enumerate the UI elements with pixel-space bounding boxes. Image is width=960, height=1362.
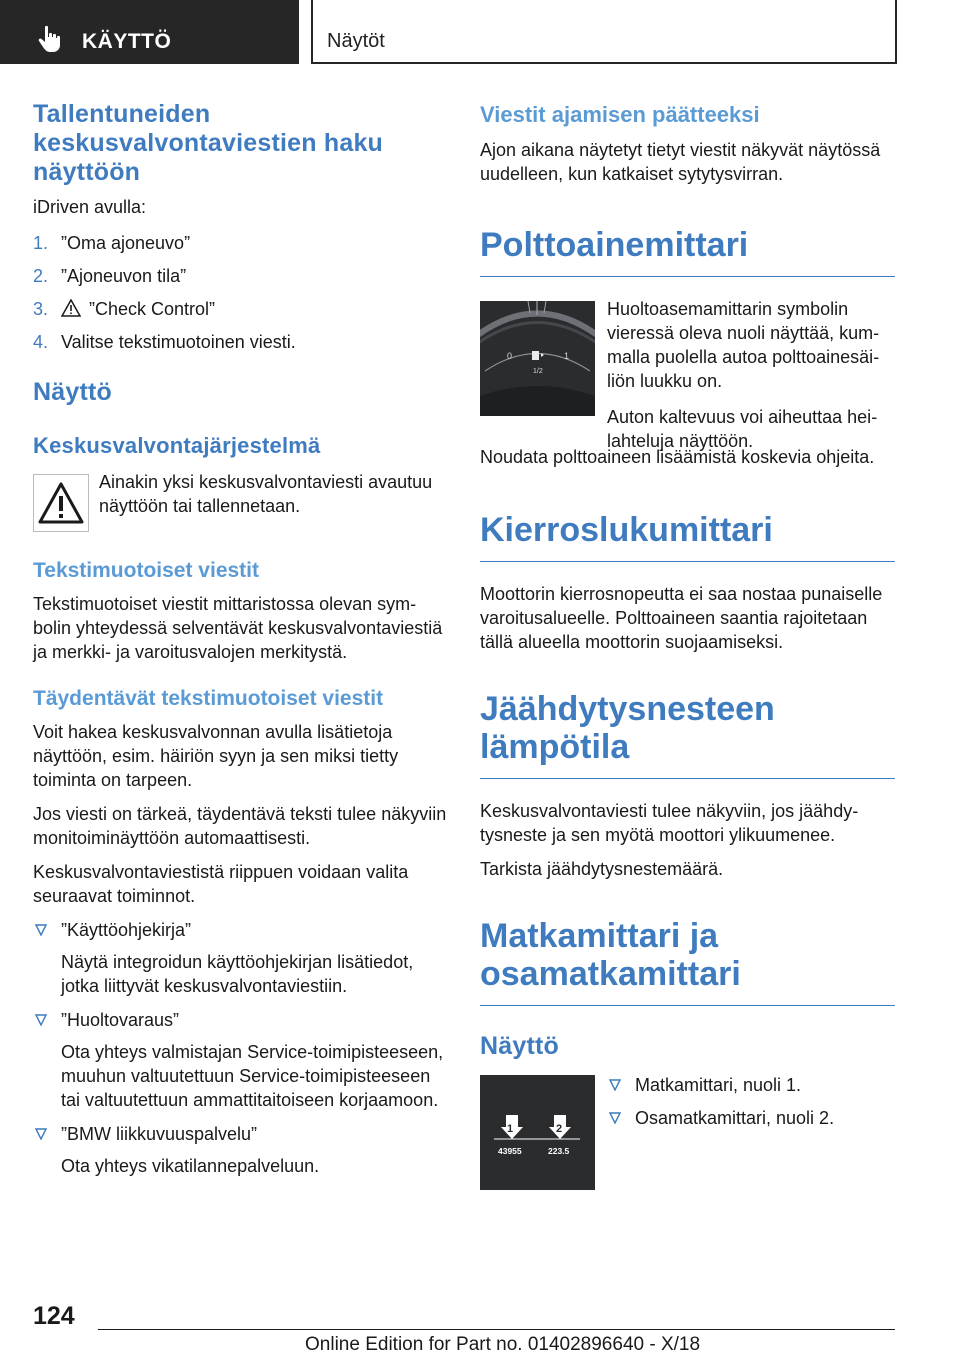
fuel-text-1: Huoltoasemamittarin symbolin vieressä oleva nuoli näyttää, kummalla puolella autoa polttoainesäiliön luukku on. [607,299,880,391]
options-list [33,918,448,1178]
right-column [480,100,895,1195]
step-number: 2. [33,266,49,286]
supplementary-p2: Jos viesti on tärkeä, täydentävä teksti tulee näkyviin monitoiminäyttöön automaattisesti. [33,804,447,848]
step-number: 1. [33,233,49,253]
warning-note [33,474,448,538]
supplementary-title: Täydentävät tekstimuotoiset viestit [33,687,384,710]
text-messages-title: Tekstimuotoiset viestit [33,559,259,582]
supplementary-p1: Voit hakea keskusvalvonnan avulla lisätietoja näyttöön, esim. häiriön syyn ja sen miksi tietty toiminta on tarpeen. [33,722,399,790]
option-title: ”BMW liikkuvuuspalvelu” [61,1124,258,1144]
section-rule [480,778,895,779]
header-section-label: KÄYTTÖ [82,30,172,53]
trip-item-text: Osamatkamittari, nuoli 2. [635,1108,835,1128]
list-item [33,1008,448,1112]
gauge-label-empty: 0 [507,351,513,361]
option-desc: Ota yhteys valmistajan Service-toimipisteeseen, muuhun valtuutettuun Service-toimipisteeseen tai valtuutettuun ammattitaitoiseen korjaamoon. [61,1042,444,1110]
fuel-section [480,299,895,451]
option-title: ”Käyttöohjekirja” [61,920,192,940]
section-rule [480,561,895,562]
list-item [33,1122,448,1178]
end-of-drive-title: Viestit ajamisen päätteeksi [480,102,760,127]
list-item [607,1106,897,1130]
display-title: Näyttö [33,378,112,406]
list-item [33,918,448,998]
option-desc: Ota yhteys vikatilannepalveluun. [61,1156,320,1176]
step-number: 3. [33,299,49,319]
trip-item-text: Matkamittari, nuoli 1. [635,1075,802,1095]
rpm-gauge-title: Kierroslukumittari [480,511,773,549]
list-item [33,264,448,288]
coolant-title: Jäähdytysnesteen lämpötila [480,690,775,766]
odometer-value: 43955 [498,1146,522,1156]
footer-rule [98,1329,895,1330]
triangle-bullet-icon [35,1014,47,1026]
fuel-gauge-image [480,301,595,416]
coolant-text-1: Keskusvalvontaviesti tulee näkyviin, jos jäähdytysneste ja sen myötä moottori ylikuumenee. [480,801,859,845]
trip-display-title: Näyttö [480,1032,559,1060]
triangle-bullet-icon [609,1079,621,1091]
warning-triangle-icon [61,299,81,317]
supplementary-p3: Keskusvalvontaviestistä riippuen voidaan valita seuraavat toiminnot. [33,862,409,906]
section-rule [480,276,895,277]
system-title: Keskusvalvontajärjestelmä [33,433,321,458]
left-column [33,100,448,1178]
step-text: ”Ajoneuvon tila” [61,266,187,286]
section-rule [480,1005,895,1006]
stored-messages-title: Tallentuneiden keskusvalvontaviestien haku näyttöön [33,100,384,186]
step-text: Valitse tekstimuotoinen viesti. [61,332,296,352]
steps-list [33,231,448,354]
option-title: ”Huoltovaraus” [61,1010,180,1030]
odometer-image [480,1075,595,1190]
system-text: Ainakin yksi keskusvalvontaviesti avautuu näyttöön tai tallennetaan. [99,472,433,516]
header-topic-tab [311,0,897,64]
rpm-text: Moottorin kierrosnopeutta ei saa nostaa punaiselle varoitusalueelle. Polttoaineen saantia rajoitetaan tällä alueella moottorin suojaamiseksi. [480,584,883,652]
arrow-2-label: 2 [556,1123,563,1135]
header-section-tab [0,0,299,64]
step-text: ”Check Control” [89,299,216,319]
list-item [33,231,448,255]
warning-box [33,474,89,532]
fuel-text-3: Noudata polttoaineen lisäämistä koskevia ohjeita. [480,447,875,467]
step-text: ”Oma ajoneuvo” [61,233,191,253]
footer-edition: Online Edition for Part no. 01402896640 - X/18 [305,1334,701,1355]
list-item [607,1073,897,1097]
trip-list [607,1073,897,1130]
triangle-bullet-icon [35,1128,47,1140]
triangle-bullet-icon [35,924,47,936]
gauge-label-full: 1 [564,351,570,361]
list-item [33,330,448,354]
warning-triangle-icon [34,475,88,531]
coolant-text-2: Tarkista jäähdytysnestemäärä. [480,859,724,879]
gauge-label-half: 1/2 [533,368,543,375]
trip-value: 223.5 [548,1146,570,1156]
arrow-1-label: 1 [507,1123,514,1135]
header-topic-label: Näytöt [327,30,385,52]
option-desc: Näytä integroidun käyttöohjekirjan lisätiedot, jotka liittyvät keskusvalvontaviestiin. [61,952,414,996]
fuel-gauge-title: Polttoainemittari [480,226,749,264]
triangle-bullet-icon [609,1112,621,1124]
text-messages-body: Tekstimuotoiset viestit mittaristossa olevan symbolin yhteydessä selventävät keskusvalvontaviestiä ja merkki- ja varoitusvalojen merkitystä. [33,594,443,662]
stored-intro: iDriven avulla: [33,197,147,217]
list-item [33,297,448,321]
trip-title: Matkamittari ja osamatkamittari [480,917,741,993]
fuel-text-2: Auton kaltevuus voi aiheuttaa heilahteluja näyttöön. [607,407,878,451]
page-number: 124 [33,1302,75,1330]
hand-pointer-icon [38,25,64,53]
end-of-drive-text: Ajon aikana näytetyt tietyt viestit näkyvät näytössä uudelleen, kun katkaiset sytytysvirran. [480,140,881,184]
trip-section [480,1075,895,1195]
fuel-pump-icon [532,351,539,360]
step-number: 4. [33,332,49,352]
